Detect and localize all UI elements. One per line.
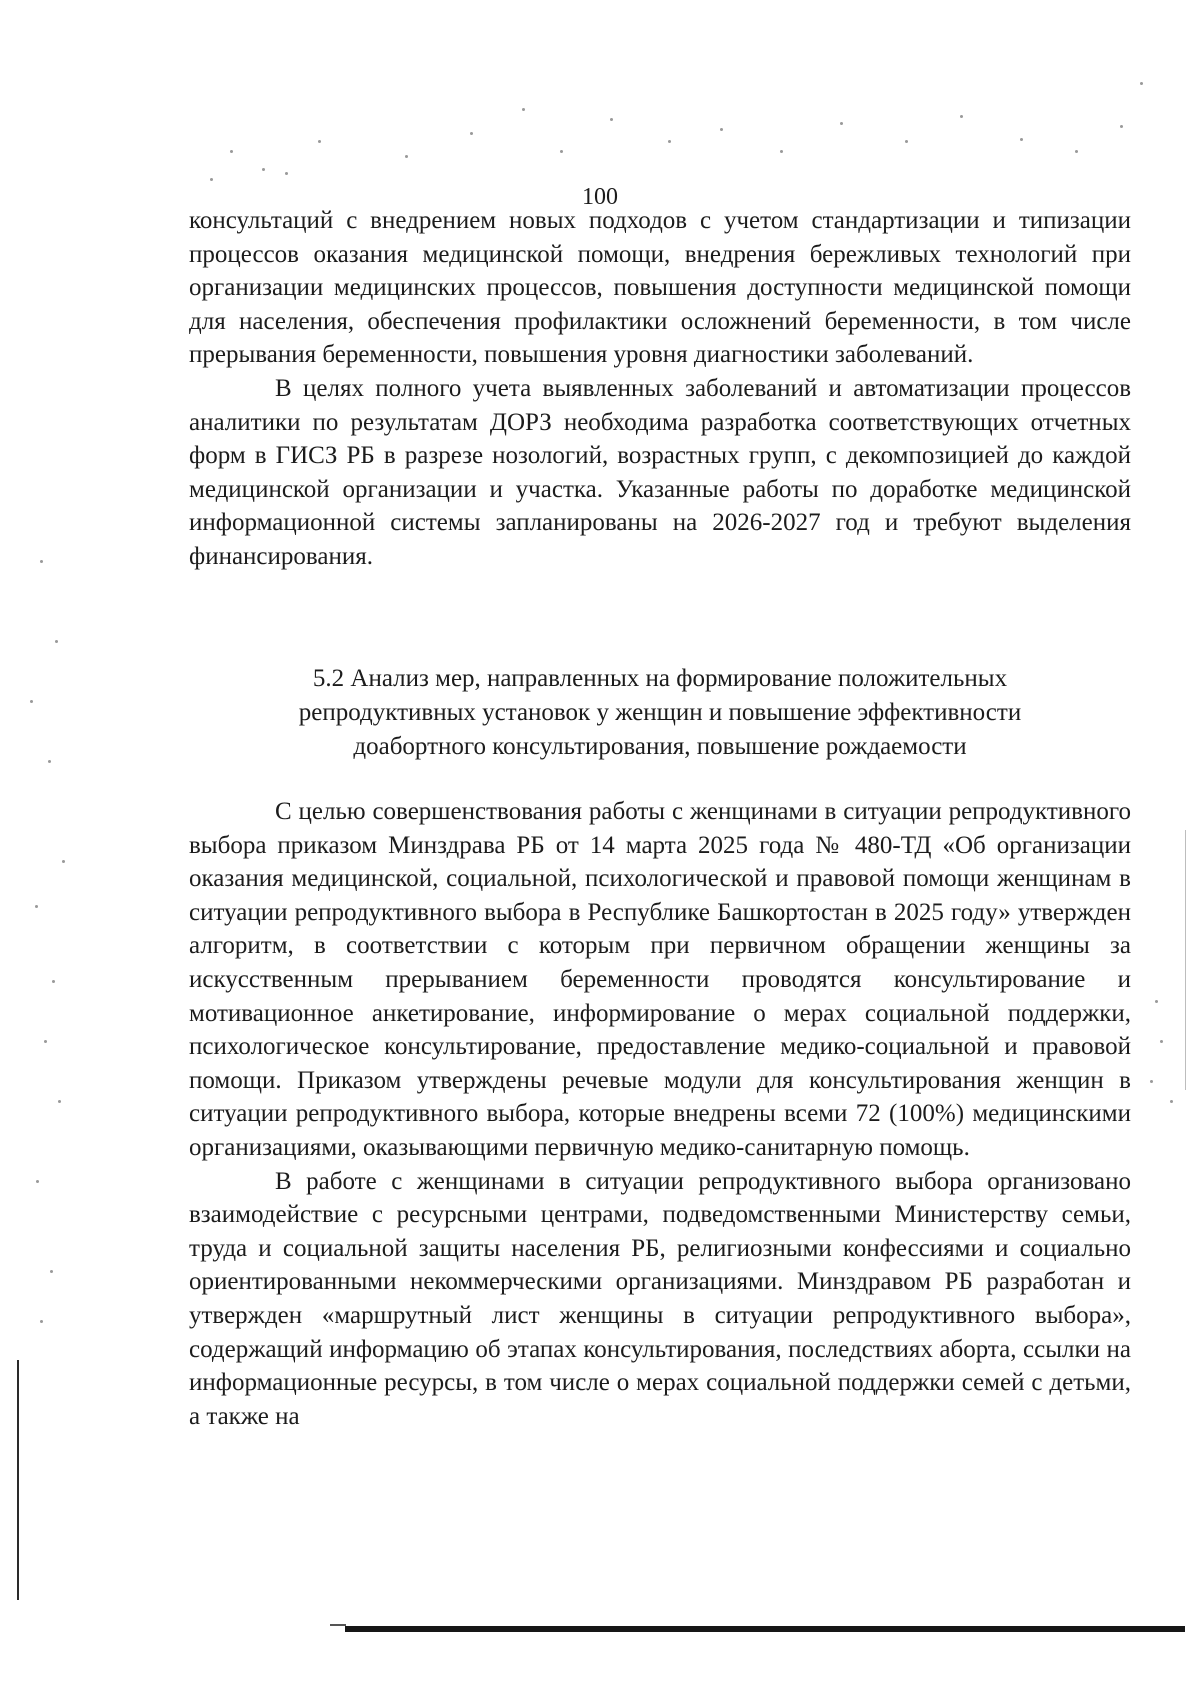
- scan-speckle: [720, 128, 723, 131]
- scan-speckle: [668, 140, 671, 143]
- scan-speckle: [285, 172, 288, 175]
- section-heading: [189, 662, 1131, 764]
- scan-speckle: [230, 150, 233, 153]
- scan-speckle: [210, 178, 213, 181]
- scan-speckle: [52, 980, 55, 983]
- scan-speckle: [960, 115, 963, 118]
- scan-speckle: [560, 150, 563, 153]
- footer-rule: [345, 1626, 1185, 1632]
- section-heading-line-3: доабортного консультирования, повышение рождаемости: [353, 733, 967, 760]
- scan-speckle: [1160, 1040, 1163, 1043]
- scan-speckle: [840, 122, 843, 125]
- section-heading-line-1: 5.2 Анализ мер, направленных на формирование положительных: [312, 665, 1008, 692]
- scan-speckle: [1020, 138, 1023, 141]
- section-heading-line-2: репродуктивных установок у женщин и повышение эффективности: [298, 699, 1022, 726]
- scan-speckle: [405, 155, 408, 158]
- scan-speckle: [36, 1180, 39, 1183]
- scan-margin-line: [17, 1360, 19, 1600]
- paragraph-interaction: В работе с женщинами в ситуации репродуктивного выбора организовано взаимодействие с ресурсными центрами, подведомственными Министерству семьи, труда и социальной защиты населения РБ, религиозными конфессиями и социально ориентированными некоммерческими организациями. Минздравом РБ разработан и утвержден «маршрутный лист женщины в ситуации репродуктивного выбора», содержащий информацию об этапах консультирования, последствиях аборта, ссылки на информационные ресурсы, в том числе о мерах социальной поддержки семей с детьми, а также на: [189, 1167, 1131, 1430]
- scan-speckle: [35, 905, 38, 908]
- scan-speckle: [62, 860, 65, 863]
- body-text-bottom: [189, 795, 1131, 1433]
- paragraph-continuation: консультаций с внедрением новых подходов с учетом стандартизации и типизации процессов оказания медицинской помощи, внедрения бережливых технологий при организации медицинских процессов, повышения доступности медицинской помощи для населения, обеспечения профилактики осложнений беременности, в том числе прерывания беременности, повышения уровня диагностики заболеваний.: [189, 207, 1131, 369]
- scan-speckle: [1155, 1000, 1158, 1003]
- scan-speckle: [58, 1100, 61, 1103]
- scan-speckle: [48, 760, 51, 763]
- page-number: 100: [582, 184, 618, 210]
- scan-speckle: [1150, 1080, 1153, 1083]
- scan-speckle: [50, 1270, 53, 1273]
- scan-speckle: [1140, 82, 1143, 85]
- scan-speckle: [55, 640, 58, 643]
- scan-speckle: [522, 108, 525, 111]
- scan-speckle: [318, 140, 321, 143]
- footer-rule-start: [330, 1624, 346, 1626]
- scan-speckle: [780, 150, 783, 153]
- scan-speckle: [40, 560, 43, 563]
- paragraph-dorz-reporting: В целях полного учета выявленных заболеваний и автоматизации процессов аналитики по результатам ДОРЗ необходима разработка соответствующих отчетных форм в ГИСЗ РБ в разрезе нозологий, возрастных групп, с декомпозицией до каждой медицинской организации и участка. Указанные работы по доработке медицинской информационной системы запланированы на 2026-2027 год и требуют выделения финансирования.: [189, 374, 1131, 570]
- paragraph-order-480: С целью совершенствования работы с женщинами в ситуации репродуктивного выбора приказом Минздрава РБ от 14 марта 2025 года № 480-ТД «Об организации оказания медицинской, социальной, психологической и правовой помощи женщинам в ситуации репродуктивного выбора в Республике Башкортостан в 2025 году» утвержден алгоритм, в соответствии с которым при первичном обращении женщины за искусственным прерыванием беременности проводятся консультирование и мотивационное анкетирование, информирование о мерах социальной поддержки, психологическое консультирование, предоставление медико-социальной и правовой помощи. Приказом утверждены речевые модули для консультирования женщин в ситуации репродуктивного выбора, которые внедрены всеми 72 (100%) медицинскими организациями, оказывающими первичную медико-санитарную помощь.: [189, 798, 1131, 1161]
- scan-speckle: [1120, 125, 1123, 128]
- scan-speckle: [610, 118, 613, 121]
- scan-speckle: [470, 132, 473, 135]
- scan-speckle: [30, 700, 33, 703]
- scan-speckle: [1075, 150, 1078, 153]
- scan-speckle: [905, 140, 908, 143]
- body-text-top: [189, 204, 1131, 574]
- scan-edge-line: [1185, 830, 1186, 1090]
- scan-speckle: [262, 168, 265, 171]
- scan-speckle: [40, 1320, 43, 1323]
- scan-speckle: [1170, 1100, 1173, 1103]
- scan-speckle: [44, 1040, 47, 1043]
